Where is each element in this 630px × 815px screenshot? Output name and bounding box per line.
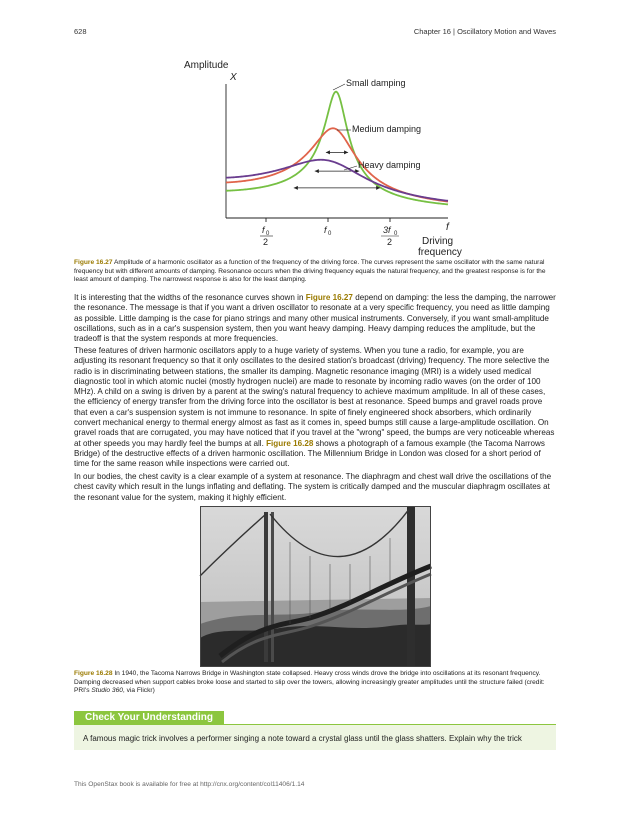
paragraph-applications [74, 346, 556, 470]
x-axis-symbol: f [446, 222, 449, 233]
caption-text: Amplitude of a harmonic oscillator as a function of the frequency of the driving force. The curves represent the same oscillator with the same natural frequency but with different amounts of damping. Resonance occurs when the driving frequency equals the natural frequency, and the greatest response is for the least amount of damping. The narrowest response is also for the least damping. [74, 259, 546, 284]
para-text: These features of driven harmonic oscillators apply to a huge variety of systems. When you tune a radio, for example, you are adjusting its resonant frequency so that it only oscillates to the desired station's broadcast (driving) frequency. The more selective the radio is in discriminating between stations, the smaller its damping. Magnetic resonance imaging (MRI) is a widely used medical diagnostic tool in which atomic nuclei (mostly hydrogen nuclei) are made to resonate by incoming radio waves (on the order of 100 MHz). A child on a swing is driven by a parent at the swing's natural frequency to achieve maximum amplitude. In all of these cases, the efficiency of energy transfer from the driving force into the oscillator is best at resonance. Speed bumps and gravel roads prove that even a car's suspension system is not immune to resonance. In spite of finely engineered shock absorbers, which ordinarily convert mechanical energy to thermal energy almost as fast as it comes in, speed bumps still cause a large-amplitude oscillation. On gravel roads that are corrugated, you may have noticed that if you travel at the "wrong" speed, the bumps are very noticeable whereas at other speeds you may hardly feel the bumps at all. [74, 346, 555, 448]
figure-link[interactable]: Figure 16.27 [305, 293, 353, 302]
caption-end: , via Flickr) [122, 687, 155, 695]
check-understanding-text: A famous magic trick involves a performer singing a note toward a crystal glass until the glass shatters. Explain why the trick [83, 734, 522, 743]
tick-half-num: f [262, 225, 265, 235]
tower-right [407, 506, 415, 667]
resonance-chart [184, 58, 464, 258]
tick-half-den: 2 [263, 237, 269, 247]
tacoma-bridge-photo [200, 506, 431, 667]
y-axis-symbol: X [230, 72, 237, 83]
check-understanding-box [74, 725, 556, 750]
tick-half-sub: 0 [266, 231, 270, 237]
tick-label-half [260, 225, 273, 247]
figure-16-28-caption [74, 670, 556, 696]
para-text: depend on damping: the less the damping, the narrower the resonance. The message is that if you want a driven oscillator to resonate at a very specific frequency, you need as little damping as possible. Little damping is the case for piano strings and many other musical instruments. Conversely, if you want small-amplitude oscillations, such as in a car's suspension system, then you want heavy damping. Heavy damping reduces the amplitude, but the tradeoff is that the system responds at more frequencies. [74, 293, 556, 344]
tick-three-half-num: 3f [383, 225, 391, 235]
caption-label: Figure 16.28 [74, 670, 113, 677]
width-arrow-head [326, 150, 330, 154]
x-axis-label-line1: Driving [422, 236, 454, 247]
paragraph-resonance-width [74, 293, 556, 344]
tick-three-half-sub: 0 [394, 231, 398, 237]
figure-link[interactable]: Figure 16.28 [266, 438, 314, 448]
label-medium-damping: Medium damping [352, 124, 422, 134]
tick-three-half-den: 2 [387, 237, 393, 247]
tick-label-f0 [324, 225, 332, 237]
check-understanding-title: Check Your Understanding [74, 711, 224, 724]
paragraph-chest-cavity [74, 472, 556, 503]
label-small-damping: Small damping [346, 78, 406, 88]
tick-f0-text: f [324, 225, 327, 235]
width-arrow-head [294, 186, 298, 190]
caption-label: Figure 16.27 [74, 259, 113, 266]
page-number: 628 [74, 27, 87, 36]
tick-f0-sub: 0 [328, 231, 332, 237]
footer-text: This OpenStax book is available for free at http://cnx.org/content/col11406/1.14 [74, 781, 305, 788]
caption-italic: Studio 360 [91, 687, 123, 695]
leader-small-damping [333, 84, 345, 90]
para-text: shows a photograph of a famous example (the Tacoma Narrows Bridge) of the destructive effects of a driven harmonic oscillation. The Millennium Bridge in London was closed for a short period of time for the same reason while inspections were carried out. [74, 438, 545, 469]
para-text: It is interesting that the widths of the resonance curves shown in [74, 293, 306, 302]
y-axis-label: Amplitude [184, 60, 229, 71]
caption-text: In 1940, the Tacoma Narrows Bridge in Washington state collapsed. Heavy cross winds drove the bridge into oscillations at its resonant frequency. Damping decreased when support cables broke loose and started to slip over the towers, allowing increasingly greater amplitudes until the structure failed (credit: PRI's [74, 670, 545, 695]
label-heavy-damping: Heavy damping [358, 160, 421, 170]
curves-group [226, 92, 448, 205]
figure-16-27-caption [74, 259, 556, 285]
tick-label-three-half [381, 225, 399, 247]
check-understanding-header [74, 711, 556, 725]
width-arrow-head [344, 150, 348, 154]
para-text: In our bodies, the chest cavity is a clear example of a system at resonance. The diaphragm and chest wall drive the oscillations of the chest cavity which result in the lungs inflating and deflating. The system is critically damped and the muscular diaphragm oscillates at the resonant value for the system, making it highly efficient. [74, 472, 552, 502]
width-arrow-head [315, 169, 319, 173]
chapter-title: Chapter 16 | Oscillatory Motion and Waves [413, 27, 556, 36]
x-axis-label-line2: frequency [418, 247, 462, 258]
tower-left-2 [271, 512, 274, 662]
